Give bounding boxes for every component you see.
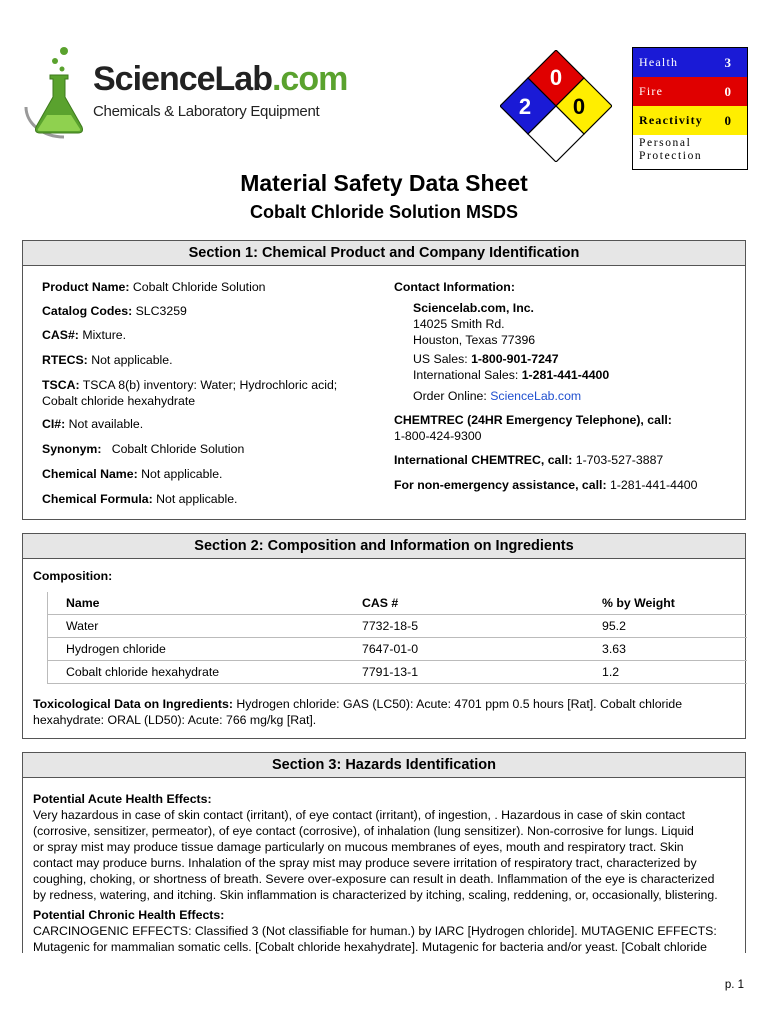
- international-sales: International Sales: 1-281-441-4400: [413, 368, 610, 382]
- document-subtitle: Cobalt Chloride Solution MSDS: [250, 202, 518, 222]
- section-3: [22, 752, 746, 953]
- chronic-health-effects: Potential Chronic Health Effects: CARCINOGENIC EFFECTS: Classified 3 (Not classifiable for human.) by IARC [Hydrogen chloride]. MUTAGENIC EFFECTS: Mutagenic for mammalian somatic cells. [Cobalt chloride hexahydrate]. Mutagenic for bacteria and/or yeast. [Cobalt chloride: [33, 908, 717, 954]
- hazard-personal-protection-row: Personal Protection: [633, 135, 747, 169]
- catalog-codes: Catalog Codes: SLC3259: [42, 304, 187, 318]
- hazard-fire-row: Fire 0: [633, 77, 747, 106]
- synonym: Synonym: Cobalt Chloride Solution: [42, 442, 245, 456]
- column-header-name: Name: [48, 592, 345, 615]
- logo-wordmark: ScienceLab.com: [93, 60, 348, 98]
- table-row: Water 7732-18-5 95.2: [48, 615, 748, 638]
- contact-company: Sciencelab.com, Inc.: [413, 301, 534, 315]
- composition-label: Composition:: [33, 569, 113, 583]
- product-name: Product Name: Cobalt Chloride Solution: [42, 280, 266, 294]
- toxicological-data: Toxicological Data on Ingredients: Hydrogen chloride: GAS (LC50): Acute: 4701 ppm 0.5 hours [Rat]. Cobalt chloride hexahydrate: ORAL (LD50): Acute: 766 mg/kg [Rat].: [33, 697, 683, 727]
- document-title: Material Safety Data Sheet: [240, 170, 528, 196]
- logo-tagline: Chemicals & Laboratory Equipment: [93, 103, 320, 120]
- composition-table: [47, 592, 747, 684]
- column-header-weight: % by Weight: [584, 592, 747, 615]
- hazard-health-row: Health 3: [633, 48, 747, 77]
- table-row: Hydrogen chloride 7647-01-0 3.63: [48, 638, 748, 661]
- flask-icon: [20, 45, 100, 140]
- section-3-header: Section 3: Hazards Identification: [23, 753, 745, 778]
- hazard-rating-table: [632, 47, 748, 170]
- rtecs: RTECS: Not applicable.: [42, 353, 173, 367]
- section-1-header: Section 1: Chemical Product and Company Identification: [23, 241, 745, 266]
- ci-number: CI#: Not available.: [42, 417, 144, 431]
- cas-number: CAS#: Mixture.: [42, 328, 127, 342]
- order-online: Order Online: ScienceLab.com: [413, 389, 582, 403]
- acute-health-effects: Potential Acute Health Effects: Very hazardous in case of skin contact (irritant), of eye contact (irritant), of ingestion, . Hazardous in case of skin contact (corrosive, sensitizer, permeator), of eye contact (corrosive), of inhalation (lung sensitizer). Non-corrosive for lungs. Liquid or spray mist may produce tissue damage particularly on mucous membranes of eyes, mouth and respiratory tract. Skin contact may produce burns. Inhalation of the spray mist may produce severe irritation of respiratory tract, characterized by coughing, choking, or shortness of breath. Severe over-exposure can result in death. Inflammation of the eye is characterized by redness, watering, and itching. Skin inflammation is characterized by itching, scaling, reddening, or, occasionally, blistering.: [33, 792, 718, 902]
- section-1: [22, 240, 746, 520]
- chemical-name: Chemical Name: Not applicable.: [42, 467, 223, 481]
- nfpa-reactivity-value: 0: [572, 94, 586, 119]
- nfpa-fire-value: 0: [549, 65, 563, 90]
- non-emergency-assistance: For non-emergency assistance, call: 1-281-441-4400: [394, 478, 698, 492]
- us-sales: US Sales: 1-800-901-7247: [413, 352, 559, 366]
- international-chemtrec: International CHEMTREC, call: 1-703-527-3887: [394, 453, 664, 467]
- hazard-reactivity-row: Reactivity 0: [633, 106, 747, 135]
- nfpa-health-value: 2: [518, 94, 532, 119]
- contact-address-2: Houston, Texas 77396: [413, 333, 536, 347]
- column-header-cas: CAS #: [344, 592, 584, 615]
- nfpa-diamond: [500, 50, 612, 162]
- section-2: [22, 533, 746, 739]
- contact-info-label: Contact Information:: [394, 280, 515, 294]
- chemtrec: CHEMTREC (24HR Emergency Telephone), call: 1-800-424-9300: [394, 413, 672, 443]
- contact-address-1: 14025 Smith Rd.: [413, 317, 505, 331]
- order-online-link[interactable]: ScienceLab.com: [490, 389, 582, 403]
- page-number: p. 1: [724, 979, 744, 991]
- table-row: Cobalt chloride hexahydrate 7791-13-1 1.2: [48, 661, 748, 684]
- composition-table-header: [48, 592, 748, 615]
- chemical-formula: Chemical Formula: Not applicable.: [42, 492, 238, 506]
- section-2-header: Section 2: Composition and Information on Ingredients: [23, 534, 745, 559]
- tsca: TSCA: TSCA 8(b) inventory: Water; Hydrochloric acid; Cobalt chloride hexahydrate: [42, 378, 338, 408]
